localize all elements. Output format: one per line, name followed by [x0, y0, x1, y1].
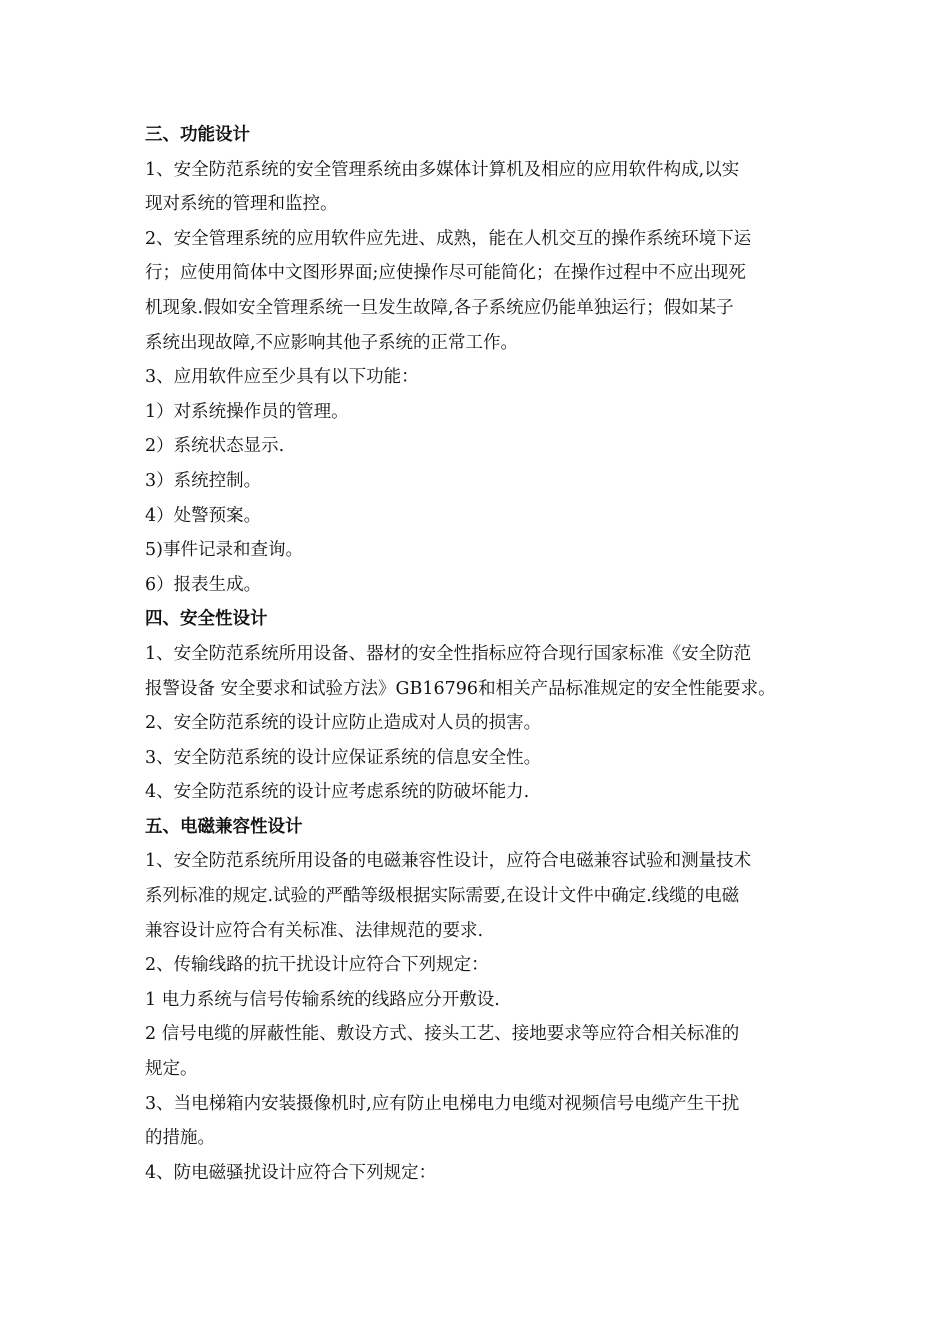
text-line: 5)事件记录和查询。 — [145, 540, 303, 561]
text-line: 4、防电磁骚扰设计应符合下列规定： — [145, 1162, 437, 1183]
text-line: 4、安全防范系统的设计应考虑系统的防破坏能力. — [145, 782, 530, 803]
text-line: 1、安全防范系统的安全管理系统由多媒体计算机及相应的应用软件构成,以实 — [145, 159, 740, 180]
text-line: 3、安全防范系统的设计应保证系统的信息安全性。 — [145, 747, 542, 768]
section-heading: 五、电磁兼容性设计 — [145, 816, 303, 837]
text-line: 1 电力系统与信号传输系统的线路应分开敷设. — [145, 989, 500, 1010]
text-line: 3、应用软件应至少具有以下功能： — [145, 367, 419, 388]
text-line: 系统出现故障,不应影响其他子系统的正常工作。 — [145, 332, 519, 353]
text-line: 报警设备 安全要求和试验方法》GB16796和相关产品标准规定的安全性能要求。 — [145, 678, 776, 699]
text-line: 系列标准的规定.试验的严酷等级根据实际需要,在设计文件中确定.线缆的电磁 — [145, 886, 740, 907]
text-line: 2）系统状态显示. — [145, 436, 285, 457]
text-line: 兼容设计应符合有关标准、法律规范的要求. — [145, 920, 484, 941]
section-heading: 四、安全性设计 — [145, 609, 268, 630]
text-line: 机现象.假如安全管理系统一旦发生故障,各子系统应仍能单独运行；假如某子 — [145, 297, 734, 318]
text-line: 规定。 — [145, 1059, 198, 1080]
document-body — [145, 118, 815, 1190]
text-line: 1）对系统操作员的管理。 — [145, 401, 349, 422]
text-line: 4）处警预案。 — [145, 505, 262, 526]
text-line: 6）报表生成。 — [145, 574, 262, 595]
text-line: 2、安全防范系统的设计应防止造成对人员的损害。 — [145, 713, 542, 734]
text-line: 的措施。 — [145, 1128, 215, 1149]
text-line: 2、安全管理系统的应用软件应先进、成熟，能在人机交互的操作系统环境下运 — [145, 228, 752, 249]
text-line: 3、当电梯箱内安装摄像机时,应有防止电梯电力电缆对视频信号电缆产生干扰 — [145, 1093, 740, 1114]
section-heading: 三、功能设计 — [145, 125, 250, 145]
text-line: 1、安全防范系统所用设备的电磁兼容性设计，应符合电磁兼容试验和测量技术 — [145, 851, 752, 872]
text-line: 3）系统控制。 — [145, 470, 262, 491]
text-line: 行；应使用简体中文图形界面;应使操作尽可能简化；在操作过程中不应出现死 — [145, 263, 746, 284]
text-line: 2、传输线路的抗干扰设计应符合下列规定： — [145, 955, 489, 976]
text-line: 1、安全防范系统所用设备、器材的安全性指标应符合现行国家标准《安全防范 — [145, 643, 752, 664]
text-line: 现对系统的管理和监控。 — [145, 194, 338, 215]
text-line: 2 信号电缆的屏蔽性能、敷设方式、接头工艺、接地要求等应符合相关标准的 — [145, 1024, 740, 1045]
